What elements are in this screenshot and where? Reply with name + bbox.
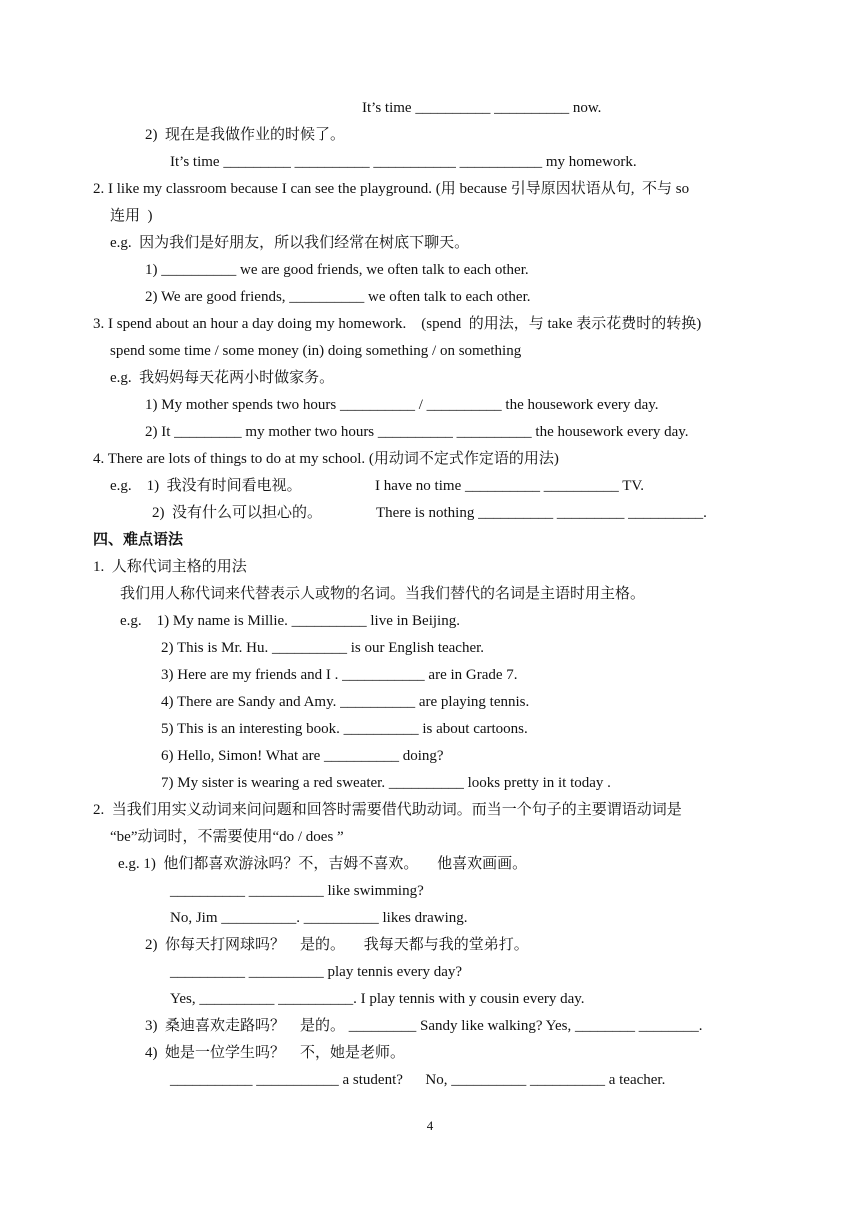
text-line: 1) __________ we are good friends, we often talk to each other. [145, 262, 529, 278]
text-line: 3) Here are my friends and I . ___________ are in Grade 7. [161, 667, 518, 683]
text-line: 2) 现在是我做作业的时候了。 [145, 127, 345, 143]
page-number: 4 [426, 1118, 434, 1133]
text-line: 1) My mother spends two hours __________ / __________ the housework every day. [145, 397, 659, 413]
text-line: It’s time _________ __________ ___________ ___________ my homework. [170, 154, 637, 170]
text-line: No, Jim __________. __________ likes drawing. [170, 910, 468, 926]
text-line: __________ __________ like swimming? [170, 883, 424, 899]
text-line: 4) There are Sandy and Amy. __________ are playing tennis. [161, 694, 530, 710]
text-line: ___________ ___________ a student? No, __________ __________ a teacher. [170, 1072, 666, 1088]
text-line: 2) It _________ my mother two hours __________ __________ the housework every day. [145, 424, 689, 440]
text-line: 1. 人称代词主格的用法 [93, 559, 247, 575]
text-line: “be”动词时，不需要使用“do / does ” [110, 829, 344, 845]
text-line: 4) 她是一位学生吗？ 不，她是老师。 [145, 1045, 405, 1061]
text-line: e.g. 1) 我没有时间看电视。 [110, 478, 302, 494]
text-line: Yes, __________ __________. I play tennis with y cousin every day. [170, 991, 585, 1007]
text-line: 我们用人称代词来代替表示人或物的名词。当我们替代的名词是主语时用主格。 [120, 586, 646, 602]
text-line: __________ __________ play tennis every day? [170, 964, 463, 980]
text-line: It’s time __________ __________ now. [362, 100, 602, 116]
text-line: 3) 桑迪喜欢走路吗？ 是的。 _________ Sandy like walking? Yes, ________ ________. [145, 1018, 703, 1034]
text-line: 3. I spend about an hour a day doing my homework. (spend 的用法，与 take 表示花费时的转换) [93, 316, 702, 332]
section-heading: 四、难点语法 [93, 532, 184, 548]
text-line: I have no time __________ __________ TV. [375, 478, 645, 494]
text-line: spend some time / some money (in) doing something / on something [110, 343, 522, 359]
text-line: 6) Hello, Simon! What are __________ doing? [161, 748, 444, 764]
text-line: 5) This is an interesting book. __________ is about cartoons. [161, 721, 528, 737]
text-line: 2) This is Mr. Hu. __________ is our English teacher. [161, 640, 485, 656]
text-line: 连用 ) [110, 208, 153, 224]
text-line: 7) My sister is wearing a red sweater. __________ looks pretty in it today . [161, 775, 611, 791]
text-line: 2) 没有什么可以担心的。 [152, 505, 322, 521]
text-line: 2) 你每天打网球吗？ 是的。 我每天都与我的堂弟打。 [145, 937, 529, 953]
text-line: e.g. 因为我们是好朋友，所以我们经常在树底下聊天。 [110, 235, 470, 251]
text-line: There is nothing __________ _________ __________. [376, 505, 707, 521]
text-line: e.g. 1) My name is Millie. __________ live in Beijing. [120, 613, 460, 629]
text-line: e.g. 我妈妈每天花两小时做家务。 [110, 370, 335, 386]
text-line: 4. There are lots of things to do at my school. (用动词不定式作定语的用法) [93, 451, 559, 467]
text-line: 2. 当我们用实义动词来问问题和回答时需要借代助动词。而当一个句子的主要谓语动词是 [93, 802, 682, 818]
text-line: 2) We are good friends, __________ we often talk to each other. [145, 289, 531, 305]
text-line: 2. I like my classroom because I can see the playground. (用 because 引导原因状语从句, 不与 so [93, 181, 690, 197]
text-line: e.g. 1) 他们都喜欢游泳吗？不，吉姆不喜欢。 他喜欢画画。 [118, 856, 528, 872]
